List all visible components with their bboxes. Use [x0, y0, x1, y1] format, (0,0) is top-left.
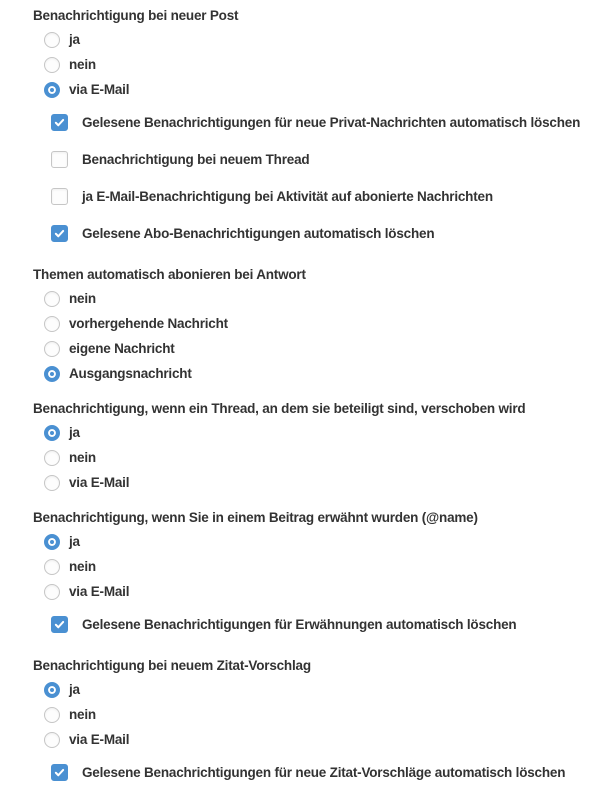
radio-option-label[interactable]: via E-Mail	[69, 583, 130, 599]
radio-option-row[interactable]	[33, 702, 593, 727]
checkbox-row[interactable]	[33, 178, 593, 215]
check-mark-icon	[54, 767, 65, 778]
radio-icon[interactable]	[44, 584, 60, 600]
checkbox-checked-icon[interactable]	[51, 225, 68, 242]
radio-icon[interactable]	[44, 559, 60, 575]
radio-icon[interactable]	[44, 316, 60, 332]
radio-option-label[interactable]: via E-Mail	[69, 474, 130, 490]
setting-heading: Benachrichtigung, wenn Sie in einem Beitrag erwähnt wurden (@name)	[33, 510, 478, 525]
radio-option-label[interactable]: ja	[69, 533, 80, 549]
radio-selected-icon[interactable]	[44, 82, 60, 98]
radio-option-row[interactable]	[33, 361, 593, 386]
checkbox-checked-icon[interactable]	[51, 764, 68, 781]
checkbox-row[interactable]	[33, 104, 593, 141]
checkbox-row[interactable]	[33, 754, 593, 791]
radio-option-label[interactable]: nein	[69, 449, 96, 465]
radio-option-row[interactable]	[33, 470, 593, 495]
radio-option-row[interactable]	[33, 52, 593, 77]
radio-icon[interactable]	[44, 732, 60, 748]
radio-option-row[interactable]	[33, 554, 593, 579]
checkbox-label[interactable]: ja E-Mail-Benachrichtigung bei Aktivität auf abonierte Nachrichten	[82, 188, 493, 204]
radio-option-label[interactable]: vorhergehende Nachricht	[69, 315, 228, 331]
radio-option-label[interactable]: nein	[69, 706, 96, 722]
radio-option-row[interactable]	[33, 420, 593, 445]
radio-option-row[interactable]	[33, 579, 593, 604]
radio-option-row[interactable]	[33, 286, 593, 311]
check-mark-icon	[54, 117, 65, 128]
radio-option-row[interactable]	[33, 727, 593, 752]
radio-option-label[interactable]: ja	[69, 681, 80, 697]
setting-heading: Benachrichtigung, wenn ein Thread, an dem sie beteiligt sind, verschoben wird	[33, 401, 526, 416]
radio-group-section	[33, 7, 593, 102]
checkbox-group-section	[33, 754, 593, 791]
radio-option-label[interactable]: ja	[69, 424, 80, 440]
radio-icon[interactable]	[44, 291, 60, 307]
checkbox-label[interactable]: Benachrichtigung bei neuem Thread	[82, 151, 310, 167]
checkbox-label[interactable]: Gelesene Benachrichtigungen für neue Privat-Nachrichten automatisch löschen	[82, 114, 581, 130]
checkbox-row[interactable]	[33, 215, 593, 252]
radio-selected-icon[interactable]	[44, 366, 60, 382]
radio-icon[interactable]	[44, 32, 60, 48]
radio-icon[interactable]	[44, 450, 60, 466]
checkbox-checked-icon[interactable]	[51, 616, 68, 633]
radio-option-row[interactable]	[33, 27, 593, 52]
checkbox-row[interactable]	[33, 141, 593, 178]
checkbox-checked-icon[interactable]	[51, 114, 68, 131]
check-mark-icon	[54, 619, 65, 630]
radio-option-label[interactable]: nein	[69, 290, 96, 306]
radio-option-row[interactable]	[33, 445, 593, 470]
radio-option-label[interactable]: via E-Mail	[69, 731, 130, 747]
radio-selected-icon[interactable]	[44, 425, 60, 441]
radio-icon[interactable]	[44, 707, 60, 723]
radio-option-label[interactable]: Ausgangsnachricht	[69, 365, 192, 381]
radio-option-label[interactable]: nein	[69, 56, 96, 72]
radio-group-section	[33, 509, 593, 604]
radio-icon[interactable]	[44, 341, 60, 357]
checkbox-label[interactable]: Gelesene Abo-Benachrichtigungen automatisch löschen	[82, 225, 435, 241]
radio-group-section	[33, 657, 593, 752]
radio-icon[interactable]	[44, 57, 60, 73]
checkbox-label[interactable]: Gelesene Benachrichtigungen für neue Zitat-Vorschläge automatisch löschen	[82, 764, 566, 780]
radio-option-row[interactable]	[33, 677, 593, 702]
checkbox-icon[interactable]	[51, 151, 68, 168]
radio-selected-icon[interactable]	[44, 534, 60, 550]
checkbox-group-section	[33, 104, 593, 252]
radio-selected-icon[interactable]	[44, 682, 60, 698]
setting-heading: Benachrichtigung bei neuem Zitat-Vorschlag	[33, 658, 311, 673]
checkbox-row[interactable]	[33, 606, 593, 643]
radio-icon[interactable]	[44, 475, 60, 491]
radio-option-label[interactable]: eigene Nachricht	[69, 340, 175, 356]
radio-group-section	[33, 400, 593, 495]
radio-option-row[interactable]	[33, 311, 593, 336]
radio-option-label[interactable]: via E-Mail	[69, 81, 130, 97]
radio-option-row[interactable]	[33, 77, 593, 102]
radio-option-label[interactable]: nein	[69, 558, 96, 574]
checkbox-group-section	[33, 606, 593, 643]
setting-heading: Themen automatisch abonieren bei Antwort	[33, 267, 306, 282]
setting-heading: Benachrichtigung bei neuer Post	[33, 8, 239, 23]
radio-option-label[interactable]: ja	[69, 31, 80, 47]
radio-group-section	[33, 266, 593, 386]
radio-option-row[interactable]	[33, 336, 593, 361]
checkbox-icon[interactable]	[51, 188, 68, 205]
radio-option-row[interactable]	[33, 529, 593, 554]
check-mark-icon	[54, 228, 65, 239]
checkbox-label[interactable]: Gelesene Benachrichtigungen für Erwähnungen automatisch löschen	[82, 616, 517, 632]
